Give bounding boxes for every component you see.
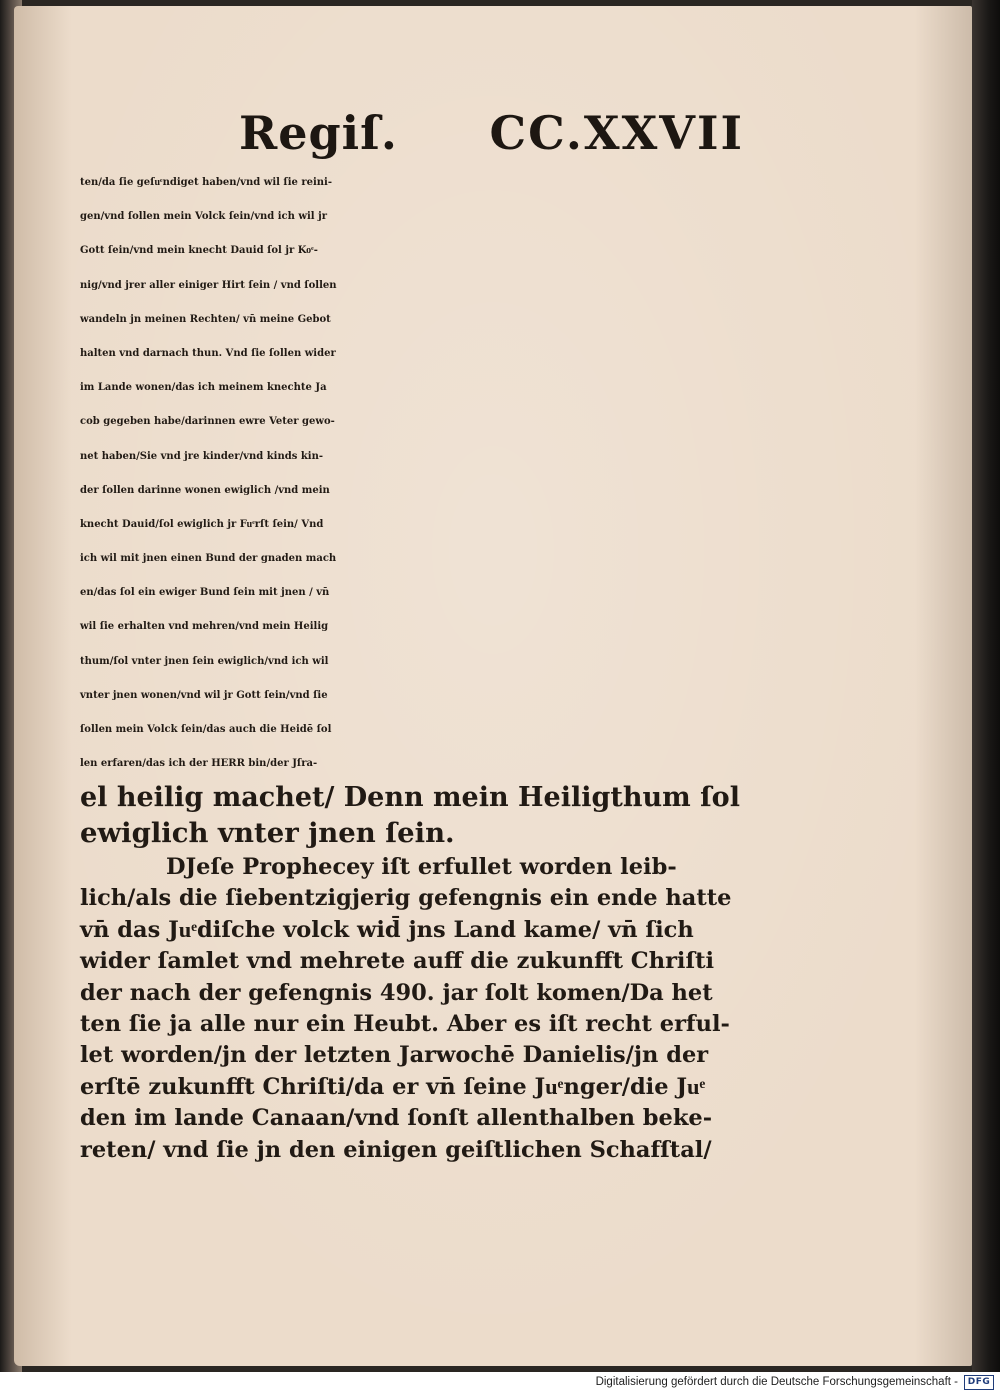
page-header: [239, 106, 744, 168]
text-line: ſollen mein Volck ſein/das auch die Heidē ſol: [80, 724, 332, 735]
text-line: cob gegeben habe/darinnen ewre Veter gewo‐: [80, 416, 335, 428]
text-line: ten ſie ja alle nur ein Heubt. Aber es iſt recht erful‐: [80, 1010, 730, 1037]
text-line: Gott ſein/vnd mein knecht Dauid ſol jr Koͤ‐: [80, 245, 318, 257]
book-page: [14, 6, 972, 1366]
folio-number: CC.XXVII: [489, 106, 744, 160]
page-fore-edge: [972, 0, 1000, 1372]
text-line: len erfaren/das ich der HERR bin/der Jſra‐: [80, 758, 318, 770]
text-line: gen/vnd ſollen mein Volck ſein/vnd ich wil jr: [80, 211, 327, 223]
text-line: der nach der gefengnis 490. jar ſolt komen/Da het: [80, 979, 713, 1006]
funding-note: Digitalisierung gefördert durch die Deutsche Forschungsgemeinschaft -: [595, 1376, 958, 1388]
text-line: vn̄ das Juͤdiſche volck wid̄ jns Land kame/ vn̄ ſich: [80, 916, 694, 943]
text-line: knecht Dauid/ſol ewiglich jr Fuͤrſt ſein/ Vnd: [80, 518, 324, 530]
text-line: lich/als die ſiebentzigjerig gefengnis ein ende hatte: [80, 885, 732, 912]
text-line: ich wil mit jnen einen Bund der gnaden mach: [80, 553, 337, 565]
text-line: halten vnd darnach thun. Vnd ſie ſollen wider: [80, 347, 336, 359]
text-line: ten/da ſie geſuͤndiget haben/vnd wil ſie reini‐: [80, 177, 332, 188]
text-line: ewiglich vnter jnen ſein.: [80, 816, 455, 849]
dfg-logo-icon[interactable]: DFG: [964, 1375, 994, 1390]
text-line: erſtē zukunfft Chriſti/da er vn̄ ſeine Juͤnger/die Juͤ: [80, 1073, 706, 1100]
text-line: let worden/jn der letzten Jarwochē Danielis/jn der: [80, 1042, 709, 1069]
text-line: thum/ſol vnter jnen ſein ewiglich/vnd ich wil: [80, 655, 329, 667]
text-block-commentary: [80, 852, 731, 1166]
text-line: net haben/Sie vnd jre kinder/vnd kinds kin‐: [80, 450, 323, 462]
running-title: Regiſ.: [239, 106, 398, 160]
text-line: en/das ſol ein ewiger Bund ſein mit jnen / vn̄: [80, 587, 330, 599]
text-line: DJeſe Prophecey iſt erfullet worden leib‐: [166, 854, 677, 880]
footer-bar: [0, 1372, 1000, 1395]
text-line: el heilig machet/ Denn mein Heiligthum ſol: [80, 782, 740, 814]
text-line: wandeln jn meinen Rechten/ vn̄ meine Gebot: [80, 313, 331, 325]
text-line: reten/ vnd ſie jn den einigen geiſtlichen Schafſtal/: [80, 1136, 712, 1163]
text-line: den im lande Canaan/vnd ſonſt allenthalben beke‐: [80, 1105, 713, 1132]
text-line: wider ſamlet vnd mehrete auff die zukunfft Chriſti: [80, 948, 715, 975]
text-block-main: [80, 166, 740, 850]
text-line: vnter jnen wonen/vnd wil jr Gott ſein/vnd ſie: [80, 689, 328, 701]
text-line: im Lande wonen/das ich meinem knechte Ja: [80, 382, 327, 394]
text-line: wil ſie erhalten vnd mehren/vnd mein Heilig: [80, 621, 329, 633]
text-line: nig/vnd jrer aller einiger Hirt ſein / vnd ſollen: [80, 279, 337, 291]
text-line: der ſollen darinne wonen ewiglich /vnd mein: [80, 484, 330, 496]
